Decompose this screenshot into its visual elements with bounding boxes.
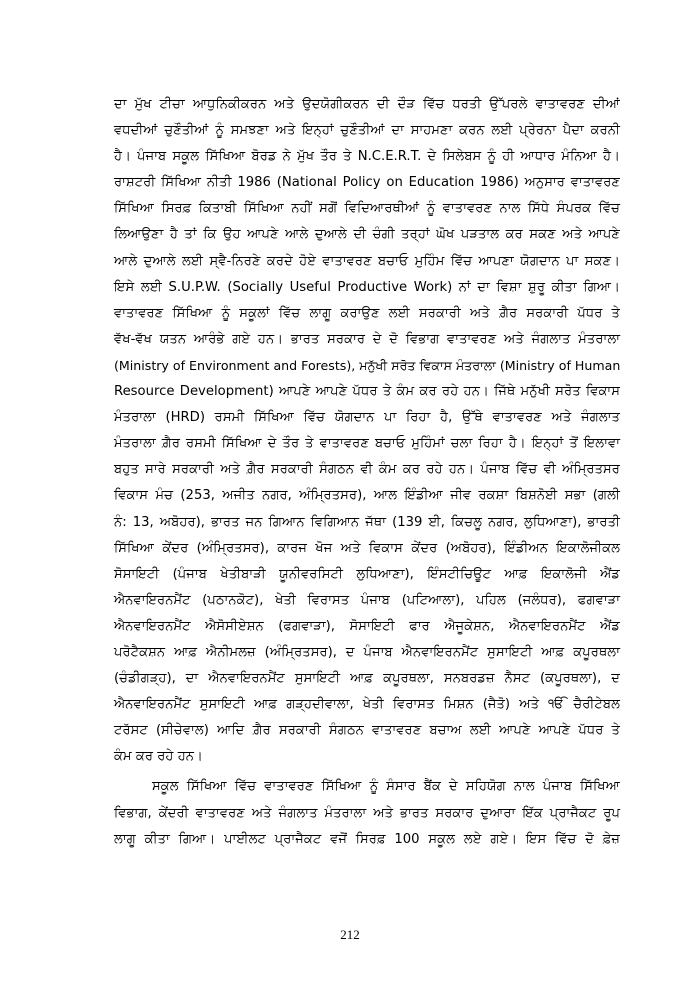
paragraph-2	[114, 774, 620, 852]
text-line: ਨੰ: 13, ਅਬੋਹਰ), ਭਾਰਤ ਜਨ ਗਿਆਨ ਵਿਗਿਆਨ ਜੱਥਾ (139 ਈ, ਕਿਚਲੂ ਨਗਰ, ਲੁਧਿਆਣਾ), ਭਾਰਤੀ	[114, 514, 620, 530]
paragraph-1	[114, 92, 620, 770]
text-line: ਐਨਵਾਇਰਨਮੈਂਟ ਐਸੋਸੀਏਸ਼ਨ (ਫਗਵਾੜਾ), ਸੋਸਾਇਟੀ ਫਾਰ ਐਜੂਕੇਸ਼ਨ, ਐਨਵਾਇਰਨਮੈਂਟ ਐਂਡ	[114, 618, 620, 634]
text-line: ਵਧਦੀਆਂ ਚੁਣੌਤੀਆਂ ਨੂੰ ਸਮਝਣਾ ਅਤੇ ਇਨ੍ਹਾਂ ਚੁਣੌਤੀਆਂ ਦਾ ਸਾਹਮਣਾ ਕਰਨ ਲਈ ਪ੍ਰੇਰਨਾ ਪੈਦਾ ਕਰਨੀ	[114, 123, 620, 139]
text-line: ਕੰਮ ਕਰ ਰਹੇ ਹਨ।	[114, 749, 203, 765]
text-line: ਮੰਤਰਾਲਾ ਗ਼ੈਰ ਰਸਮੀ ਸਿੱਖਿਆ ਦੇ ਤੌਰ ਤੇ ਵਾਤਾਵਰਣ ਬਚਾਓ ਮੁਹਿੰਮਾਂ ਚਲਾ ਰਿਹਾ ਹੈ। ਇਨ੍ਹਾਂ ਤੋਂ ਇਲਾਵਾ	[114, 436, 620, 452]
text-line: Resource Development) ਆਪਣੇ ਆਪਣੇ ਪੱਧਰ ਤੇ ਕੰਮ ਕਰ ਰਹੇ ਹਨ। ਜਿੱਥੇ ਮਨੁੱਖੀ ਸਰੋਤ ਵਿਕਾਸ	[114, 384, 620, 400]
text-line: ਰਾਸ਼ਟਰੀ ਸਿੱਖਿਆ ਨੀਤੀ 1986 (National Policy on Education 1986) ਅਨੁਸਾਰ ਵਾਤਾਵਰਣ	[114, 175, 620, 191]
body-text	[114, 92, 620, 853]
text-line: ਲਿਆਉਣਾ ਹੈ ਤਾਂ ਕਿ ਉਹ ਆਪਣੇ ਆਲੇ ਦੁਆਲੇ ਦੀ ਚੰਗੀ ਤਰ੍ਹਾਂ ਘੋਖ ਪੜਤਾਲ ਕਰ ਸਕਣ ਅਤੇ ਆਪਣੇ	[114, 227, 620, 243]
text-line: ਵਾਤਾਵਰਣ ਸਿੱਖਿਆ ਨੂੰ ਸਕੂਲਾਂ ਵਿੱਚ ਲਾਗੂ ਕਰਾਉਣ ਲਈ ਸਰਕਾਰੀ ਅਤੇ ਗ਼ੈਰ ਸਰਕਾਰੀ ਪੱਧਰ ਤੇ	[114, 305, 620, 321]
text-line: ਵਿਭਾਗ, ਕੇਂਦਰੀ ਵਾਤਾਵਰਣ ਅਤੇ ਜੰਗਲਾਤ ਮੰਤਰਾਲਾ ਅਤੇ ਭਾਰਤ ਸਰਕਾਰ ਦੁਆਰਾ ਇੱਕ ਪ੍ਰਾਜੈਕਟ ਰੂਪ	[114, 805, 620, 821]
text-line: ਐਨਵਾਇਰਨਮੈਂਟ ਸੁਸਾਇਟੀ ਆਫ਼ ਗੜ੍ਹਦੀਵਾਲਾ, ਖੇਤੀ ਵਿਰਾਸਤ ਮਿਸ਼ਨ (ਜੈਤੋ) ਅਤੇ ੴ ਚੈਰੀਟੇਬਲ	[114, 697, 620, 713]
text-line: ਪਰੋਟੈਕਸ਼ਨ ਆਫ਼ ਐਨੀਮਲਜ਼ (ਅੰਮ੍ਰਿਤਸਰ), ਦ ਪੰਜਾਬ ਐਨਵਾਇਰਨਮੈਂਟ ਸੁਸਾਇਟੀ ਆਫ਼ ਕਪੂਰਥਲਾ	[114, 644, 620, 660]
text-line: ਟਰੱਸਟ (ਸੀਚੇਵਾਲ) ਆਦਿ ਗ਼ੈਰ ਸਰਕਾਰੀ ਸੰਗਠਨ ਵਾਤਾਵਰਣ ਬਚਾਅ ਲਈ ਆਪਣੇ ਆਪਣੇ ਪੱਧਰ ਤੇ	[114, 723, 620, 739]
text-line: ਲਾਗੂ ਕੀਤਾ ਗਿਆ। ਪਾਈਲਟ ਪ੍ਰਾਜੈਕਟ ਵਜੋਂ ਸਿਰਫ਼ 100 ਸਕੂਲ ਲਏ ਗਏ। ਇਸ ਵਿੱਚ ਦੋ ਫ਼ੇਜ਼	[114, 831, 620, 847]
text-line: ਵੱਖ-ਵੱਖ ਯਤਨ ਆਰੰਭੇ ਗਏ ਹਨ। ਭਾਰਤ ਸਰਕਾਰ ਦੇ ਦੋ ਵਿਭਾਗ ਵਾਤਾਵਰਣ ਅਤੇ ਜੰਗਲਾਤ ਮੰਤਰਾਲਾ	[114, 331, 620, 347]
text-line: ਸਿੱਖਿਆ ਕੇਂਦਰ (ਅੰਮ੍ਰਿਤਸਰ), ਕਾਰਜ ਖੋਜ ਅਤੇ ਵਿਕਾਸ ਕੇਂਦਰ (ਅਬੋਹਰ), ਇੰਡੀਅਨ ਇਕਾਲੋਜੀਕਲ	[114, 540, 620, 556]
text-line: (ਚੰਡੀਗੜ੍ਹ), ਦਾ ਐਨਵਾਇਰਨਮੈਂਟ ਸੁਸਾਇਟੀ ਆਫ਼ ਕਪੂਰਥਲਾ, ਸਨਬਰਡਜ਼ ਨੈਸਟ (ਕਪੂਰਥਲਾ), ਦ	[114, 671, 620, 687]
text-line: ਵਿਕਾਸ ਮੰਚ (253, ਅਜੀਤ ਨਗਰ, ਅੰਮ੍ਰਿਤਸਰ), ਆਲ ਇੰਡੀਆ ਜੀਵ ਰਕਸ਼ਾ ਬਿਸ਼ਨੋਈ ਸਭਾ (ਗਲੀ	[114, 488, 620, 504]
text-line: ਬਹੁਤ ਸਾਰੇ ਸਰਕਾਰੀ ਅਤੇ ਗ਼ੈਰ ਸਰਕਾਰੀ ਸੰਗਠਨ ਵੀ ਕੰਮ ਕਰ ਰਹੇ ਹਨ। ਪੰਜਾਬ ਵਿੱਚ ਵੀ ਅੰਮ੍ਰਿਤਸਰ	[114, 462, 620, 478]
text-line: ਐਨਵਾਇਰਨਮੈਂਟ (ਪਠਾਨਕੋਟ), ਖੇਤੀ ਵਿਰਾਸਤ ਪੰਜਾਬ (ਪਟਿਆਲਾ), ਪਹਿਲ (ਜਲੰਧਰ), ਫਗਵਾੜਾ	[114, 592, 620, 608]
text-line: (Ministry of Environment and Forests), ਮਨੁੱਖੀ ਸਰੋਤ ਵਿਕਾਸ ਮੰਤਰਾਲਾ (Ministry of Human	[114, 357, 621, 373]
text-line: ਆਲੇ ਦੁਆਲੇ ਲਈ ਸ੍ਵੈ-ਨਿਰਣੇ ਕਰਦੇ ਹੋਏ ਵਾਤਾਵਰਣ ਬਚਾਓ ਮੁਹਿੰਮ ਵਿੱਚ ਆਪਣਾ ਯੋਗਦਾਨ ਪਾ ਸਕਣ।	[114, 253, 620, 269]
text-line: ਮੰਤਰਾਲਾ (HRD) ਰਸਮੀ ਸਿੱਖਿਆ ਵਿੱਚ ਯੋਗਦਾਨ ਪਾ ਰਿਹਾ ਹੈ, ਉੱਥੇ ਵਾਤਾਵਰਣ ਅਤੇ ਜੰਗਲਾਤ	[114, 410, 620, 426]
text-line: ਇਸੇ ਲਈ S.U.P.W. (Socially Useful Productive Work) ਨਾਂ ਦਾ ਵਿਸ਼ਾ ਸ਼ੁਰੂ ਕੀਤਾ ਗਿਆ।	[114, 279, 620, 295]
page-number: 212	[340, 927, 360, 942]
text-line: ਹੈ। ਪੰਜਾਬ ਸਕੂਲ ਸਿੱਖਿਆ ਬੋਰਡ ਨੇ ਮੁੱਖ ਤੌਰ ਤੇ N.C.E.R.T. ਦੇ ਸਿਲੇਬਸ ਨੂੰ ਹੀ ਆਧਾਰ ਮੰਨਿਆ ਹੈ।	[114, 149, 620, 165]
text-line: ਸਿੱਖਿਆ ਸਿਰਫ਼ ਕਿਤਾਬੀ ਸਿੱਖਿਆ ਨਹੀਂ ਸਗੋਂ ਵਿਦਿਆਰਥੀਆਂ ਨੂੰ ਵਾਤਾਵਰਣ ਨਾਲ ਸਿੱਧੇ ਸੰਪਰਕ ਵਿੱਚ	[114, 201, 620, 217]
text-line: ਸਕੂਲ ਸਿੱਖਿਆ ਵਿੱਚ ਵਾਤਾਵਰਣ ਸਿੱਖਿਆ ਨੂੰ ਸੰਸਾਰ ਬੈਂਕ ਦੇ ਸਹਿਯੋਗ ਨਾਲ ਪੰਜਾਬ ਸਿੱਖਿਆ	[152, 779, 620, 795]
text-line: ਦਾ ਮੁੱਖ ਟੀਚਾ ਆਧੁਨਿਕੀਕਰਨ ਅਤੇ ਉਦਯੋਗੀਕਰਨ ਦੀ ਦੌੜ ਵਿੱਚ ਧਰਤੀ ਉੱਪਰਲੇ ਵਾਤਾਵਰਣ ਦੀਆਂ	[114, 97, 620, 112]
text-line: ਸੋਸਾਇਟੀ (ਪੰਜਾਬ ਖੇਤੀਬਾੜੀ ਯੂਨੀਵਰਸਿਟੀ ਲੁਧਿਆਣਾ), ਇੰਸਟੀਚਿਊਟ ਆਫ਼ ਇਕਾਲੋਜੀ ਐਂਡ	[114, 566, 620, 582]
